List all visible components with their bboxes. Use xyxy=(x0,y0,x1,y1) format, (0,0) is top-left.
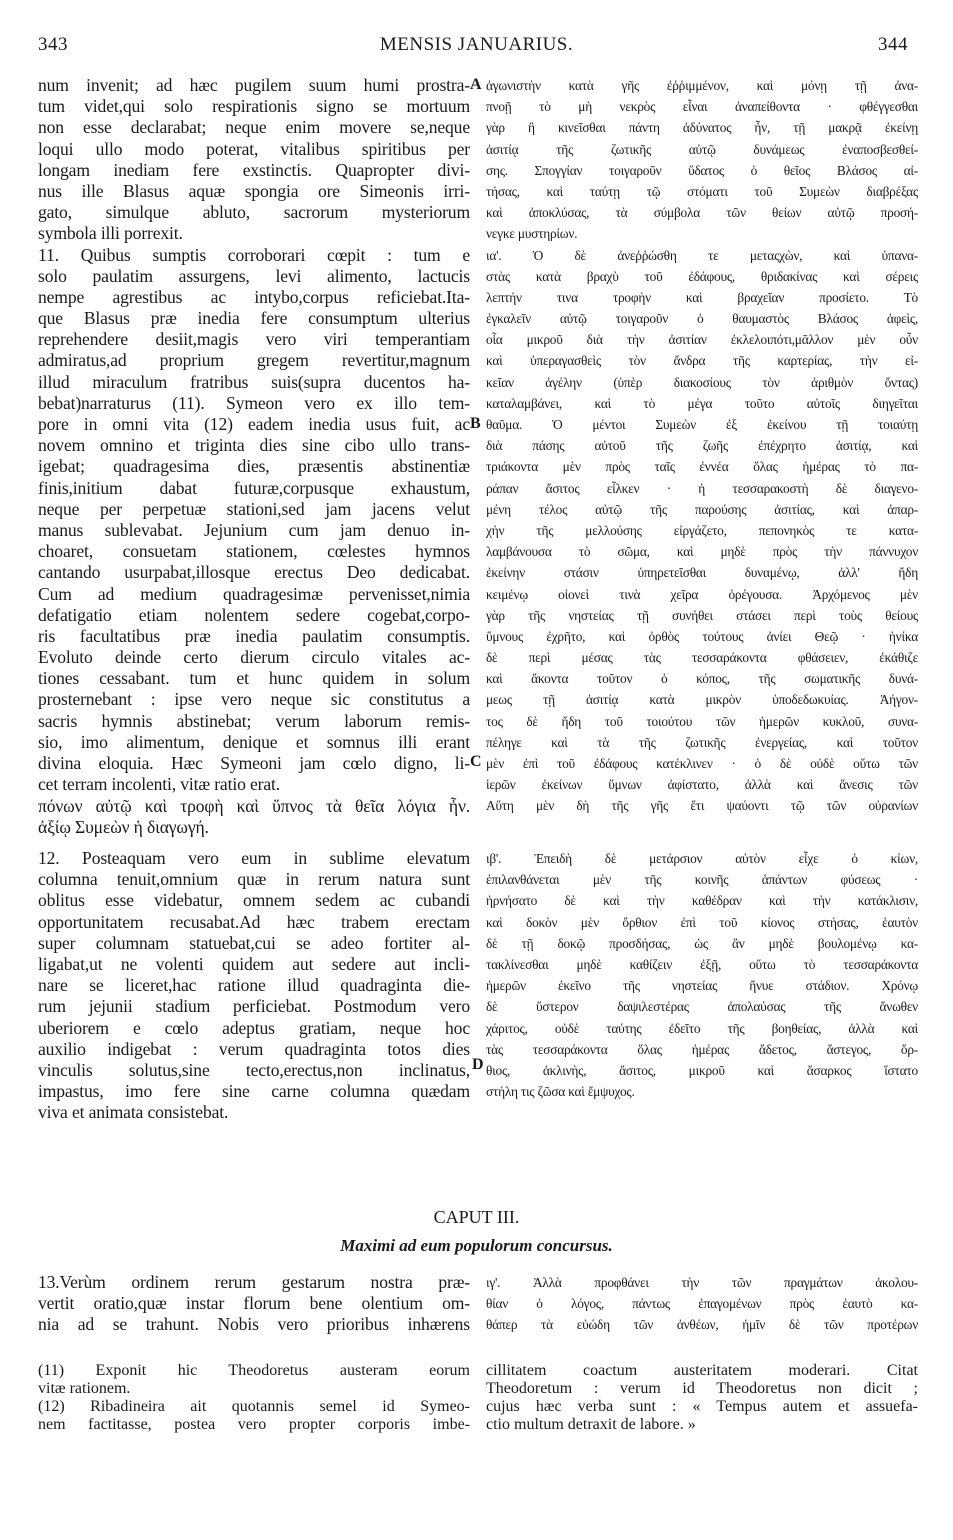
section-1-greek-tail xyxy=(38,796,470,838)
text-line: δὲ τῇ δοκῷ προσδήσας, ὡς ἂν μηδὲ βουλομένῳ κα- xyxy=(486,935,918,951)
text-line: igebat; quadragesima dies, præsentis abstinentiæ xyxy=(38,456,470,477)
text-line: ἐκείνην στάσιν ὑπηρετεῖσθαι δυναμένῳ, ἀλλ' ἤδη xyxy=(486,565,918,581)
footnotes-left xyxy=(38,1362,470,1434)
text-line: δὲ ὕστερον δαψιλεστέρας ἀπολαύσας τῆς ἄνωθεν xyxy=(486,999,918,1015)
text-line: cet terram incolenti, vitæ ratio erat. xyxy=(38,774,280,795)
text-line: πόνων αὐτῷ καὶ τροφὴ καὶ ὕπνος τὰ θεῖα λόγια ἦν. xyxy=(38,796,470,816)
running-header xyxy=(0,34,953,62)
text-line: uberiorem e cœlo adeptus gratiam, neque hoc xyxy=(38,1017,470,1038)
text-line: λαμβάνουσα τὸ σῶμα, καὶ μηδὲ πρὸς τὴν πάννυχον xyxy=(486,544,918,560)
text-line: ἱερῶν ἐκείνων ὕμνων ἀφίστατο, ἀλλὰ καὶ ἄνεσις τῶν xyxy=(486,777,918,793)
text-line: Cum ad medium quadragesimæ pervenisset,nimia xyxy=(38,583,470,604)
text-line: nus ille Blasus aquæ spongia ore Simeonis irri- xyxy=(38,180,470,201)
text-line: symbola illi porrexit. xyxy=(38,223,183,244)
page-number-right: 344 xyxy=(878,34,908,55)
text-line: columna tenuit,omnium quæ in rerum natura sunt xyxy=(38,869,470,890)
text-line: divina eloquia. Hæc Symeoni jam cœlo digno, li- xyxy=(38,753,470,773)
text-line: στὰς κατὰ βραχὺ τοῦ ἐδάφους, θριδακίνας καὶ σέρεις xyxy=(486,268,918,284)
text-line: γὰρ ἢ κινεῖσθαι πάντη ἀδύνατος ἦν, τῇ μακρᾷ ἐκείνῃ xyxy=(486,120,918,136)
text-line: cillitatem coactum austeritatem moderari. Citat xyxy=(486,1362,918,1379)
text-line: ιγ'. Ἀλλὰ προφθάνει τὴν τῶν πραγμάτων ἀκολου- xyxy=(486,1275,918,1290)
text-line: viva et animata consistebat. xyxy=(38,1102,229,1123)
text-line: ἐγκαλεῖν αὐτῷ τοιγαροῦν ὁ θαυμαστὸς Βλάσος ἀφεὶς, xyxy=(486,311,918,327)
text-line: σης. Σπογγίαν τοιγαροῦν ὕδατος ὁ θεῖος Βλάσος αἰ- xyxy=(486,162,918,178)
text-line: καὶ δοκὸν μὲν ὄρθιον ἐπὶ τοῦ κίονος στήσας, ἑαυτὸν xyxy=(486,914,918,930)
text-line: ράπαν ἄσιτος εἶλκεν · ἡ τεσσαρακοστὴ δὲ διαγενο- xyxy=(486,480,918,496)
text-line: non esse declarabat; neque enim movere se,neque xyxy=(38,117,470,138)
text-line: πνοῇ τὸ μὴ νεκρὸς εἶναι ἀναπείθοντα · φθέγγεσθαι xyxy=(486,99,918,115)
margin-marker-b: B xyxy=(470,415,481,432)
page-number-left: 343 xyxy=(38,34,68,55)
text-line: reprehendere desiit,magis vero viri temperantiam xyxy=(38,329,470,350)
text-line: ἡμερῶν ἐκεῖνο τῆς νηστείας ἤνυε στάδιον. Χρόνῳ xyxy=(486,978,918,994)
text-line: nem factitasse, postea vero propter corporis imbe- xyxy=(38,1416,470,1433)
text-line: μεως τῇ ἀσιτίᾳ κατὰ μικρὸν ὑποδεδωκυίας. Ἀήγον- xyxy=(486,692,918,708)
text-line: vertit oratio,quæ instar florum bene olentium om- xyxy=(38,1293,470,1314)
margin-marker-c: C xyxy=(470,753,482,770)
text-line: κεῖαν ἀγέλην (ὑπὲρ διακοσίους τὸν ἀριθμὸν ὄντας) xyxy=(486,374,918,390)
text-line: manus sublevabat. Jejunium cum jam denuo in- xyxy=(38,519,470,540)
text-line: μένη τέλος αὐτῷ τῆς παρούσης ἀσιτίας, καὶ ἀπαρ- xyxy=(486,501,918,517)
text-line: κειμένῳ οἱονεὶ τινὰ χεῖρα ὀρέγουσα. Ἀρχόμενος μὲν xyxy=(486,586,918,602)
text-line: γὰρ τῆς νηστείας τῇ συνήθει στάσει περὶ τοὺς θείους xyxy=(486,607,918,623)
text-line: sio, imo alimentum, denique et somnus illi erant xyxy=(38,731,470,752)
text-line: ὕμνους ἐχρῆτο, καὶ ὀρθὸς τούτους ἀνίει Θεῷ · ἡνίκα xyxy=(486,628,918,644)
text-line: ἐπιλανθάνεται μὲν τῆς κοινῆς ἁπάντων φύσεως · xyxy=(486,872,918,888)
text-line: gato, simulque abluto, sacrorum mysteriorum xyxy=(38,202,470,223)
text-line: num invenit; ad hæc pugilem suum humi prostra- xyxy=(38,75,470,95)
text-line: nia ad se trahunt. Nobis vero prioribus inhærens xyxy=(38,1314,470,1335)
text-line: οἷα μικροῦ διὰ τὴν ἀσιτίαν ἐκλελοιπότι,μᾶλλον μὲν οὖν xyxy=(486,332,918,348)
text-line: defatigatio etiam nolentem sedere cogebat,corpo- xyxy=(38,604,470,625)
text-line: ια'. Ὁ δὲ ἀνεῤῥώσθη τε μεταςχὼν, καὶ ὑπανα- xyxy=(486,247,918,263)
text-line: pore in omni vita (12) eadem inedia usus fuit, ac xyxy=(38,414,470,434)
text-line: finis,initium dabat futuræ,corpusque exhaustum, xyxy=(38,477,470,498)
text-line: ιβ'. Ἐπειδὴ δὲ μετάρσιον αὐτὸν εἶχε ὁ κίων, xyxy=(486,851,918,866)
text-line: nare se liceret,hac ratione illud quadraginta die- xyxy=(38,975,470,996)
text-line: loqui ullo modo poterat, vitalibus spiritibus per xyxy=(38,138,470,159)
text-line: tum videt,qui solo respirationis signo se mortuum xyxy=(38,96,470,117)
text-line: bebat)narraturus (11). Symeon vero ex illo tem- xyxy=(38,392,470,413)
text-line: illud miraculum fratribus suis(supra ducentos ha- xyxy=(38,371,470,392)
text-line: θιος, ἀκλινὴς, ἄσιτος, μικροῦ καὶ ἄσαρκος ἵστατο xyxy=(486,1062,918,1078)
text-line: rum jejunii stadium perficiebat. Postmodum vero xyxy=(38,996,470,1017)
text-line: Evoluto deinde certo dierum circulo vitales ac- xyxy=(38,647,470,668)
text-line: vitæ rationem. xyxy=(38,1380,131,1397)
text-line: τριάκοντα μὲν πρὸς ταῖς ἐννέα ὅλας ἡμέρας τὸ πα- xyxy=(486,459,918,475)
text-line: Αὕτη μὲν δὴ τῆς γῆς ἔτι ψαύοντι τῷ τῶν οὐρανίων xyxy=(486,798,918,814)
text-line: στήλη τις ζῶσα καὶ ἔμψυχος. xyxy=(486,1084,635,1100)
text-line: (11) Exponit hic Theodoretus austeram eorum xyxy=(38,1362,470,1379)
text-line: θαῦμα. Ὁ μέντοι Συμεὼν ἐξ ἐκείνου τῇ τοιαύτῃ xyxy=(486,417,918,432)
text-line: διὰ πάσης αὐτοῦ τῆς ζωῆς ἐπέχρητο ἀσιτίᾳ, καὶ xyxy=(486,438,918,454)
text-line: λεπτήν τινα τροφὴν καὶ βραχεῖαν προσίετο. Τὸ xyxy=(486,289,918,305)
text-line: oblitus esse videbatur, omnem sedem ac cubandi xyxy=(38,890,470,911)
text-line: καταλαμβάνει, καὶ τὸ μέγα τοῦτο αὐτοῖς διηγεῖται xyxy=(486,395,918,411)
text-line: opportunitatem recusabat.Ad hæc trabem erectam xyxy=(38,911,470,932)
section-1-latin-column xyxy=(38,75,470,795)
text-line: vinculis solutus,sine tecto,erectus,non inclinatus, xyxy=(38,1059,470,1080)
section-2-greek-column xyxy=(486,848,918,1102)
text-line: choaret, consuetam stationem, cœlestes hymnos xyxy=(38,541,470,562)
text-line: τος δὲ ἤδη τοῦ τοιούτου τῶν ἡμερῶν κυκλοῦ, συνα- xyxy=(486,713,918,729)
text-line: solo paulatim assurgens, levi alimento, lactucis xyxy=(38,265,470,286)
chapter-subtitle: Maximi ad eum populorum concursus. xyxy=(340,1236,613,1255)
text-line: θίαν ὁ λόγος, πάντως ἐπαγομένων πρὸς ἑαυτὸ κα- xyxy=(486,1296,918,1312)
text-line: impastus, imo fere sine carne columna quædam xyxy=(38,1081,470,1102)
text-line: novem omnino et triginta dies sine cibo ullo trans- xyxy=(38,435,470,456)
text-line: ris facultatibus præ inedia paulatim consumptis. xyxy=(38,625,470,646)
text-line: neque per perpetuæ stationi,sed jam jacens velut xyxy=(38,498,470,519)
text-line: auxilio indigebat : verum quadraginta totos dies xyxy=(38,1038,470,1059)
text-line: νεγκε μυστηρίων. xyxy=(486,226,578,242)
text-line: tiones cessabant. tum et hunc quidem in solum xyxy=(38,668,470,689)
text-line: θάπερ τὰ εὐώδη τῶν ἀνθέων, ἡμῖν δὲ τῶν προτέρων xyxy=(486,1317,918,1333)
section-1-greek-column xyxy=(486,75,918,817)
text-line: ligabat,ut ne volenti quidem aut sedere aut incli- xyxy=(38,953,470,974)
text-line: 12. Posteaquam vero eum in sublime elevatum xyxy=(38,848,470,868)
text-line: ἀσιτίᾳ τῆς ζωτικῆς αὐτῷ δυνάμεως ἐναποσβεσθεί- xyxy=(486,141,918,157)
text-line: Theodoretum : verum id Theodoretus non dicit ; xyxy=(486,1380,918,1397)
section-2-latin-column xyxy=(38,848,470,1123)
running-title: MENSIS JANUARIUS. xyxy=(379,34,574,55)
section-3-latin-column xyxy=(38,1272,470,1336)
chapter-heading: CAPUT III. xyxy=(433,1207,520,1227)
text-line: 13.Verùm ordinem rerum gestarum nostra præ- xyxy=(38,1272,470,1292)
text-line: δὲ περὶ μέσας τὰς τεσσαράκοντα φθάσειεν, ἐκάθιζε xyxy=(486,650,918,666)
text-line: χάριτος, οὐδὲ ταύτης ἐδεῖτο τῆς βοηθείας, ἀλλὰ καὶ xyxy=(486,1020,918,1036)
text-line: cujus hæc verba sunt : « Tempus autem et assuefa- xyxy=(486,1398,918,1415)
text-line: sacris hymnis abstinebat; verum laborum remis- xyxy=(38,710,470,731)
text-line: prosternebant : ipse vero neque sic constitutus a xyxy=(38,689,470,710)
text-line: μὲν ἐπὶ τοῦ ἐδάφους κατέκλινεν · ὁ δὲ οὐδὲ οὕτω τῶν xyxy=(486,756,918,771)
text-line: πέληγε καὶ τὰ τῆς ζωτικῆς ἐνεργείας, καὶ τοῦτον xyxy=(486,734,918,750)
text-line: ctio multum detraxit de labore. » xyxy=(486,1416,696,1433)
text-line: nempe agrestibus ac intybo,corpus reficiebat.Ita- xyxy=(38,286,470,307)
text-line: super columnam statuebat,cui se adeo fortiter al- xyxy=(38,932,470,953)
text-line: admiratus,ad proprium gregem revertitur,magnum xyxy=(38,350,470,371)
text-line: ἠρνήσατο δὲ καὶ τὴν καθέδραν καὶ τὴν κατάκλισιν, xyxy=(486,893,918,909)
margin-marker-a: A xyxy=(470,76,482,93)
text-line: ἀξίῳ Συμεὼν ἡ διαγωγή. xyxy=(38,817,209,838)
text-line: καὶ ὑπεραγασθεὶς τὸν ἄνδρα τῆς καρτερίας, τὴν εἰ- xyxy=(486,353,918,369)
text-line: longam inediam fere exstinctis. Quapropter divi- xyxy=(38,159,470,180)
text-line: que Blasus præ inedia fere consumptum ulterius xyxy=(38,308,470,329)
text-line: cantando usurpabat,illosque erectus Deo dedicabat. xyxy=(38,562,470,583)
text-line: τακλίνεσθαι μηδὲ καθίζειν ἐξῇ, οὕτω τὸ τεσσαράκοντα xyxy=(486,956,918,972)
text-line: καὶ ἀποκλύσας, τὰ σύμβολα τῶν θείων αὐτῷ προσή- xyxy=(486,205,918,221)
footnotes-right xyxy=(486,1362,918,1434)
text-line: 11. Quibus sumptis corroborari cœpit : tum e xyxy=(38,244,470,265)
text-line: (12) Ribadineira ait quotannis semel id Symeo- xyxy=(38,1398,470,1415)
text-line: ἀγωνιστὴν κατὰ γῆς ἐῤῥιμμένον, καὶ μόνῃ τῇ ἀνα- xyxy=(486,78,918,93)
section-3-greek-column xyxy=(486,1272,918,1336)
text-line: τὰς τεσσαράκοντα ὅλας ἡμέρας ἄδετος, ἄστεγος, ὄρ- xyxy=(486,1041,918,1057)
margin-marker-d: D xyxy=(472,1056,484,1073)
text-line: καὶ ἄκοντα τοῦτον ὁ κόπος, τῆς σωματικῆς δυνά- xyxy=(486,671,918,687)
text-line: τήσας, καὶ ταύτῃ τῷ στόματι τοῦ Συμεὼν διαβρέξας xyxy=(486,183,918,199)
text-line: χὴν τῆς μελλούσης εἰργάζετο, πεπονηκὸς τε κατα- xyxy=(486,522,918,538)
